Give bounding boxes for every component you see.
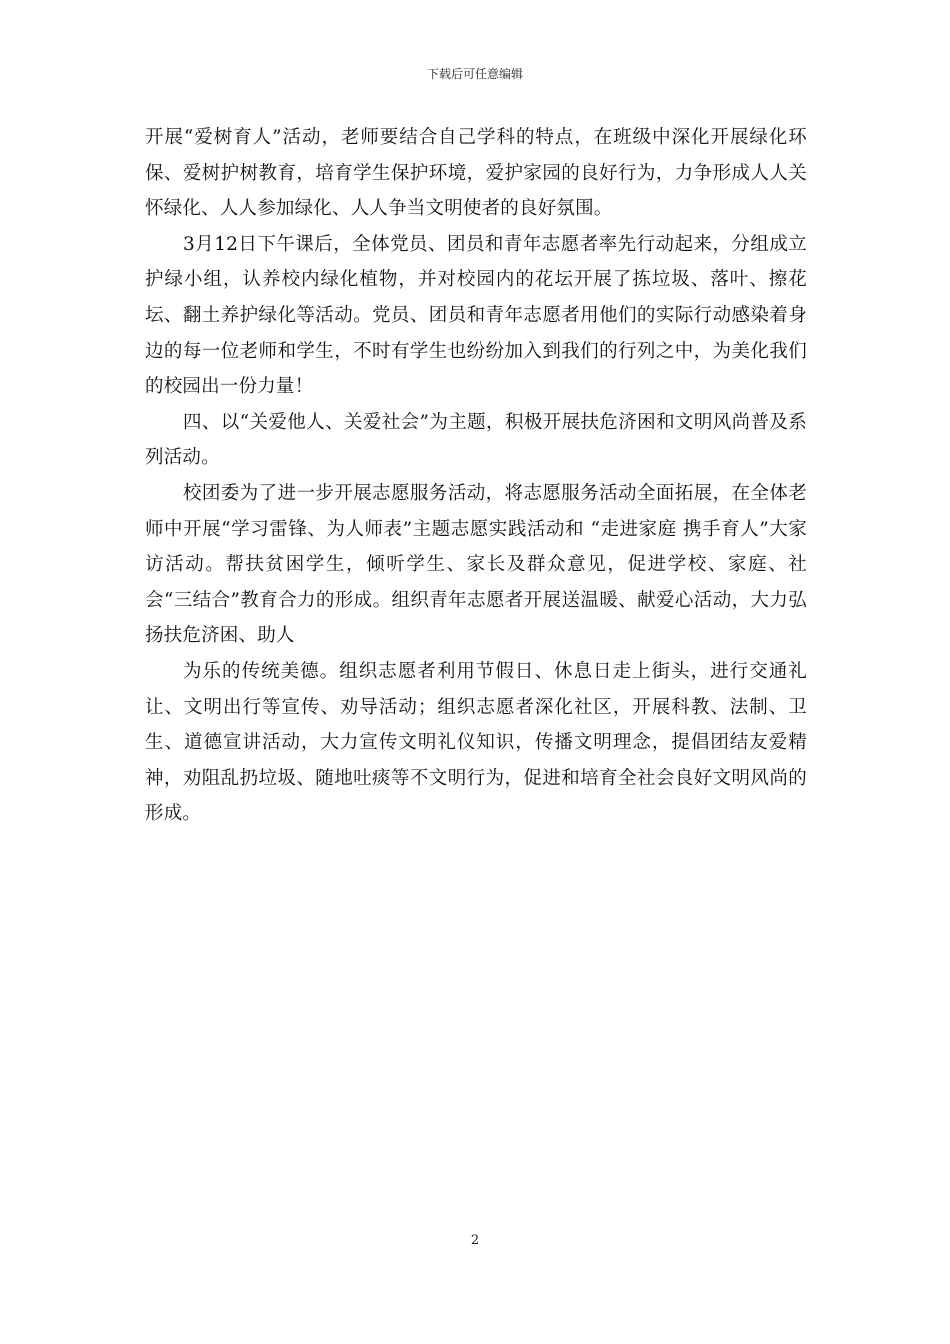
- paragraph-4: 校团委为了进一步开展志愿服务活动，将志愿服务活动全面拓展，在全体老师中开展“学习雷锋、为人师表”主题志愿实践活动和 “走进家庭 携手育人”大家访活动。帮扶贫困学生，倾听学生、家长及群众意见，促进学校、家庭、社会“三结合”教育合力的形成。组织青年志愿者开展送温暖、献爱心活动，大力弘扬扶危济困、助人: [145, 482, 807, 647]
- paragraph-5: 为乐的传统美德。组织志愿者利用节假日、休息日走上街头，进行交通礼让、文明出行等宣传、劝导活动；组织志愿者深化社区，开展科教、法制、卫生、道德宣讲活动，大力宣传文明礼仪知识，传播文明理念，提倡团结友爱精神，劝阻乱扔垃圾、随地吐痰等不文明行为，促进和培育全社会良好文明风尚的形成。: [145, 660, 807, 825]
- paragraph-2: 3月12日下午课后，全体党员、团员和青年志愿者率先行动起来，分组成立护绿小组，认养校内绿化植物，并对校园内的花坛开展了拣垃圾、落叶、擦花坛、翻土养护绿化等活动。党员、团员和青年志愿者用他们的实际行动感染着身边的每一位老师和学生，不时有学生也纷纷加入到我们的行列之中，为美化我们的校园出一份力量！: [145, 233, 807, 398]
- paragraph-1: 开展“爱树育人”活动，老师要结合自己学科的特点，在班级中深化开展绿化环保、爱树护树教育，培育学生保护环境，爱护家园的良好行为，力争形成人人关怀绿化、人人参加绿化、人人争当文明使者的良好氛围。: [145, 127, 807, 220]
- document-body: [145, 120, 807, 832]
- page-number: 2: [470, 1233, 480, 1248]
- page-header: 下载后可任意编辑: [426, 67, 523, 81]
- paragraph-3: 四、以“关爱他人、关爱社会”为主题，积极开展扶危济困和文明风尚普及系列活动。: [145, 411, 807, 469]
